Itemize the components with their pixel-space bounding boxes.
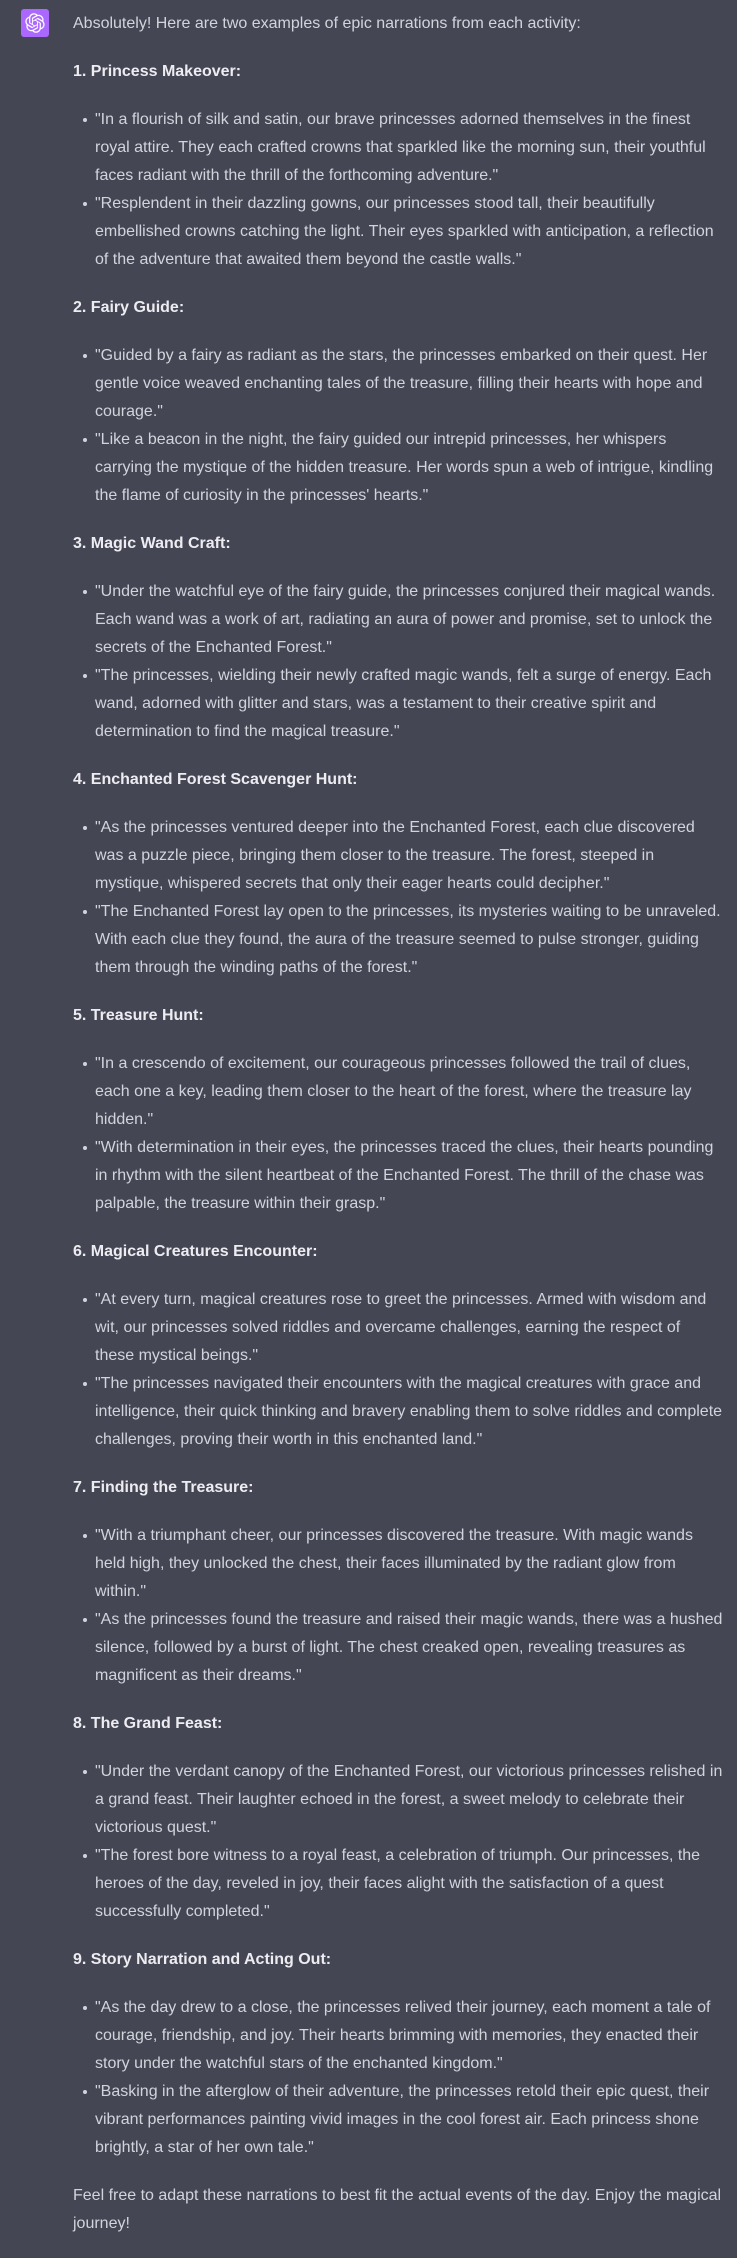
section-title: 8. The Grand Feast:: [73, 1715, 223, 1732]
section-title: 7. Finding the Treasure:: [73, 1479, 254, 1496]
bullet-dot-icon: [83, 1534, 87, 1538]
activity-section: [73, 1238, 723, 1454]
activity-section: [73, 1946, 723, 2162]
bullet-text: "Basking in the afterglow of their adventure, the princesses retold their epic quest, their vibrant performances painting vivid images in the cool forest air. Each princess shone brightly, a star of her own tale.": [95, 2083, 710, 2156]
bullet-text: "The princesses navigated their encounters with the magical creatures with grace and intelligence, their quick thinking and bravery enabling them to solve riddles and complete challenges, proving their worth in this enchanted land.": [95, 1375, 723, 1448]
bullet-item: [73, 1606, 723, 1690]
openai-logo-icon: [25, 13, 45, 33]
activity-section: [73, 1710, 723, 1926]
bullet-text: "As the princesses found the treasure and raised their magic wands, there was a hushed silence, followed by a burst of light. The chest creaked open, revealing treasures as magnificent as their dreams.": [95, 1611, 723, 1684]
activity-section: [73, 1002, 723, 1218]
assistant-avatar: [21, 9, 49, 37]
bullet-list: [73, 106, 723, 274]
bullet-text: "In a flourish of silk and satin, our brave princesses adorned themselves in the finest royal attire. They each crafted crowns that sparkled like the morning sun, their youthful faces radiant with the thrill of the forthcoming adventure.": [95, 111, 706, 184]
sections-list: [73, 58, 723, 2162]
outro-paragraph: Feel free to adapt these narrations to best fit the actual events of the day. Enjoy the magical journey!: [73, 2187, 722, 2232]
section-title: 2. Fairy Guide:: [73, 299, 185, 316]
section-title: 1. Princess Makeover:: [73, 63, 242, 80]
bullet-list: [73, 1286, 723, 1454]
bullet-dot-icon: [83, 910, 87, 914]
bullet-list: [73, 578, 723, 746]
activity-section: [73, 530, 723, 746]
activity-section: [73, 766, 723, 982]
section-title: 5. Treasure Hunt:: [73, 1007, 204, 1024]
bullet-text: "In a crescendo of excitement, our courageous princesses followed the trail of clues, each one a key, leading them closer to the heart of the forest, where the treasure lay hidden.": [95, 1055, 692, 1128]
bullet-text: "Like a beacon in the night, the fairy guided our intrepid princesses, her whispers carrying the mystique of the hidden treasure. Her words spun a web of intrigue, kindling the flame of curiosity in the princesses' hearts.": [95, 431, 714, 504]
bullet-list: [73, 1522, 723, 1690]
bullet-text: "With a triumphant cheer, our princesses discovered the treasure. With magic wands held high, they unlocked the chest, their faces illuminated by the radiant glow from within.": [95, 1527, 693, 1600]
bullet-item: [73, 1134, 723, 1218]
bullet-text: "The Enchanted Forest lay open to the princesses, its mysteries waiting to be unraveled. With each clue they found, the aura of the treasure seemed to pulse stronger, guiding them through the winding paths of the forest.": [95, 903, 721, 976]
bullet-item: [73, 1842, 723, 1926]
bullet-text: "Under the watchful eye of the fairy guide, the princesses conjured their magical wands. Each wand was a work of art, radiating an aura of power and promise, set to unlock the secrets of the Enchanted Forest.": [95, 583, 716, 656]
bullet-item: [73, 662, 723, 746]
bullet-item: [73, 1994, 723, 2078]
bullet-dot-icon: [83, 202, 87, 206]
bullet-list: [73, 342, 723, 510]
bullet-item: [73, 1370, 723, 1454]
bullet-text: "The forest bore witness to a royal feast, a celebration of triumph. Our princesses, the heroes of the day, reveled in joy, their faces alight with the satisfaction of a quest successfully completed.": [95, 1847, 701, 1920]
bullet-dot-icon: [83, 1770, 87, 1774]
bullet-dot-icon: [83, 674, 87, 678]
bullet-list: [73, 1050, 723, 1218]
bullet-item: [73, 426, 723, 510]
bullet-dot-icon: [83, 1146, 87, 1150]
bullet-dot-icon: [83, 438, 87, 442]
bullet-item: [73, 578, 723, 662]
bullet-dot-icon: [83, 1618, 87, 1622]
section-title: 9. Story Narration and Acting Out:: [73, 1951, 332, 1968]
bullet-item: [73, 898, 723, 982]
bullet-dot-icon: [83, 1062, 87, 1066]
bullet-dot-icon: [83, 2090, 87, 2094]
bullet-list: [73, 1758, 723, 1926]
bullet-text: "Guided by a fairy as radiant as the stars, the princesses embarked on their quest. Her gentle voice weaved enchanting tales of the treasure, filling their hearts with hope and courage.": [95, 347, 708, 420]
bullet-item: [73, 1758, 723, 1842]
bullet-dot-icon: [83, 1382, 87, 1386]
bullet-text: "Under the verdant canopy of the Enchanted Forest, our victorious princesses relished in a grand feast. Their laughter echoed in the forest, a sweet melody to celebrate their victorious quest.": [95, 1763, 723, 1836]
activity-section: [73, 1474, 723, 1690]
bullet-text: "As the day drew to a close, the princesses relived their journey, each moment a tale of courage, friendship, and joy. Their hearts brimming with memories, they enacted their story under the watchful stars of the enchanted kingdom.": [95, 1999, 711, 2072]
bullet-list: [73, 1994, 723, 2162]
bullet-text: "As the princesses ventured deeper into the Enchanted Forest, each clue discovered was a puzzle piece, bringing them closer to the treasure. The forest, steeped in mystique, whispered secrets that only their eager hearts could decipher.": [95, 819, 695, 892]
message-content: [73, 9, 723, 2238]
section-title: 4. Enchanted Forest Scavenger Hunt:: [73, 771, 358, 788]
bullet-item: [73, 190, 723, 274]
bullet-list: [73, 814, 723, 982]
section-title: 6. Magical Creatures Encounter:: [73, 1243, 318, 1260]
bullet-dot-icon: [83, 1298, 87, 1302]
activity-section: [73, 58, 723, 274]
bullet-dot-icon: [83, 1854, 87, 1858]
intro-paragraph: Absolutely! Here are two examples of epic narrations from each activity:: [73, 15, 581, 32]
bullet-item: [73, 1286, 723, 1370]
bullet-text: "The princesses, wielding their newly crafted magic wands, felt a surge of energy. Each wand, adorned with glitter and stars, was a testament to their creative spirit and determination to find the magical treasure.": [95, 667, 712, 740]
bullet-dot-icon: [83, 826, 87, 830]
bullet-dot-icon: [83, 118, 87, 122]
bullet-item: [73, 1522, 723, 1606]
bullet-text: "Resplendent in their dazzling gowns, our princesses stood tall, their beautifully embellished crowns catching the light. Their eyes sparkled with anticipation, a reflection of the adventure that awaited them beyond the castle walls.": [95, 195, 714, 268]
bullet-item: [73, 342, 723, 426]
bullet-item: [73, 2078, 723, 2162]
bullet-item: [73, 814, 723, 898]
bullet-text: "With determination in their eyes, the princesses traced the clues, their hearts pounding in rhythm with the silent heartbeat of the Enchanted Forest. The thrill of the chase was palpable, the treasure within their grasp.": [95, 1139, 714, 1212]
activity-section: [73, 294, 723, 510]
bullet-dot-icon: [83, 590, 87, 594]
bullet-text: "At every turn, magical creatures rose to greet the princesses. Armed with wisdom and wit, our princesses solved riddles and overcame challenges, earning the respect of these mystical beings.": [95, 1291, 707, 1364]
bullet-item: [73, 106, 723, 190]
bullet-dot-icon: [83, 354, 87, 358]
bullet-dot-icon: [83, 2006, 87, 2010]
bullet-item: [73, 1050, 723, 1134]
section-title: 3. Magic Wand Craft:: [73, 535, 231, 552]
